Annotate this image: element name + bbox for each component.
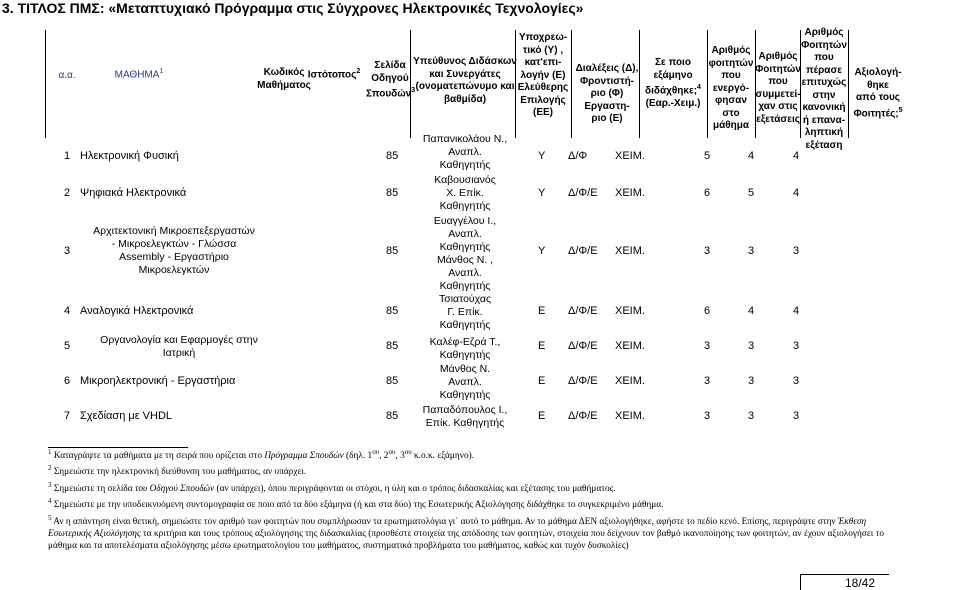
footnote-1: $^1$ Καταγράψτε τα μαθήματα με τη σειρά που ορίζεται στο Πρόγραμμα Σπουδών (δηλ. $1^{o\upsilon}$, $2^{o\upsilon}$, $3^{o\upsilon}$ κ.ο.κ. εξάμηνο). — [48, 448, 475, 462]
instructor — [416, 336, 514, 362]
passed-students: 3 — [793, 340, 800, 352]
header-website: Ιστότοπος$^2$ — [307, 68, 361, 81]
header-line: (ΕΕ) — [533, 107, 553, 118]
instructor-line: Γ. Επίκ. — [447, 306, 483, 318]
header-line: ενεργό- — [712, 82, 750, 94]
guide-page: 85 — [386, 375, 399, 387]
course-line: Αρχιτεκτονική Μικροεπεξεργαστών — [93, 225, 255, 237]
instructor-line: Παπανικολάου Ν., — [422, 133, 508, 145]
guide-page: 85 — [386, 150, 399, 162]
header-line: Σελίδα — [374, 60, 406, 71]
active-students: 3 — [704, 340, 711, 352]
header-line: φησαν — [715, 95, 747, 106]
exam-participants: 3 — [748, 245, 755, 257]
header-aa: α.α. — [58, 70, 76, 81]
course-name — [74, 225, 274, 277]
footnote-4: $^4$ Σημειώστε με την υποδεικνυόμενη συντομογραφία σε ποιο από τα δύο εξάμηνα (ή και στα δύο) της Εσωτερικής Αξιολόγησης διδάχθηκε το συγκεκριμένο μάθημα. — [48, 497, 664, 511]
guide-page: 85 — [386, 305, 399, 317]
instructor-line: Αναπλ. — [448, 376, 482, 388]
active-students: 6 — [704, 305, 711, 317]
course-type: Ε — [538, 375, 546, 387]
passed-students: 3 — [793, 245, 800, 257]
header-instructor — [410, 56, 520, 106]
semester: ΧΕΙΜ. — [615, 150, 645, 162]
active-students: 3 — [704, 375, 711, 387]
course-name: Ηλεκτρονική Φυσική — [80, 150, 179, 162]
header-line: Επιλογής — [520, 94, 566, 106]
course-line: Assembly - Εργαστήριο — [119, 251, 229, 263]
instructor — [416, 215, 514, 293]
exam-participants: 4 — [748, 305, 755, 317]
course-type: Ε — [538, 340, 546, 352]
course-type: Ε — [538, 305, 546, 317]
passed-students: 4 — [793, 187, 800, 199]
semester: ΧΕΙΜ. — [615, 375, 645, 387]
guide-page: 85 — [386, 187, 399, 199]
instructor — [416, 363, 514, 402]
header-guide-page — [366, 60, 414, 101]
course-line: Οργανολογία και Εφαρμογές στην — [100, 334, 258, 346]
passed-students: 3 — [793, 375, 800, 387]
page-number-box — [800, 574, 889, 590]
header-line: Αριθμός — [758, 51, 798, 62]
header-line: στην — [812, 89, 836, 101]
instructor-line: Καθηγητής — [439, 159, 491, 171]
instructor-line: Αναπλ. — [448, 228, 482, 240]
teaching-mode: Δ/Φ/Ε — [568, 245, 598, 257]
course-name: Μικροηλεκτρονική - Εργαστήρια — [80, 375, 236, 387]
teaching-mode: Δ/Φ/Ε — [568, 187, 598, 199]
header-line: μάθημα — [712, 120, 750, 131]
semester: ΧΕΙΜ. — [615, 305, 645, 317]
footnote-5: $^5$ Αν η απάντηση είναι θετική, σημειώστε τον αριθμό των φοιτητών που συμπλήρωσαν τα ερωτηματολόγια γι΄ αυτό το μάθημα. Αν το μάθημα ΔΕΝ αξιολογήθηκε, αφήστε το πεδίο κενό. Επίσης, περιγράψτε στην Έκθεση Εσωτερικής Αξιολόγησης τα κριτήρια και τους τρόπους αξιολόγησης της διδασκαλίας (προσθέστε στοιχεία της απόδοσης των φοιτητών, στοιχεία που δείχνουν τον βαθμό ικανοποίησης των φοιτητών, αν έχουν αξιολογήσει το μάθημα και τα αποτελέσματα αξιολόγησης μέσω ερωτηματολογίου του μαθήματος, συστηματικά προβλήματα του μαθήματος, καθώς και τυχόν δυσκολίες) — [48, 513, 884, 552]
header-teaching-mode — [574, 63, 640, 126]
row-number: 7 — [64, 410, 71, 422]
header-line: Υπεύθυνος Διδάσκων — [413, 56, 517, 67]
course-type: Ε — [538, 410, 546, 422]
exam-participants: 5 — [748, 187, 755, 199]
header-line: Σε ποιο — [655, 57, 691, 68]
header-line: εξετάσεις — [756, 113, 800, 125]
header-line: φοιτητών — [708, 57, 754, 69]
header-line: λογήν (Ε) — [520, 69, 566, 81]
header-line: στο — [722, 107, 740, 119]
header-line: Αξιολογή- — [854, 67, 902, 78]
header-line: βαθμίδα) — [443, 93, 487, 105]
exam-participants: 3 — [748, 410, 755, 422]
header-exam-participants — [755, 51, 801, 126]
exam-participants: 4 — [748, 150, 755, 162]
row-number: 4 — [64, 305, 71, 317]
course-line: - Μικροελεγκτών - Γλώσσα — [111, 238, 237, 250]
course-name: Ψηφιακά Ηλεκτρονικά — [80, 187, 187, 199]
instructor-line: Καθηγητής — [439, 241, 491, 253]
header-line: εξέταση — [805, 139, 843, 151]
active-students: 5 — [704, 150, 711, 162]
instructor-line: Μάνθος Ν. — [439, 363, 491, 375]
header-line: Σπουδών$^3$ — [366, 87, 416, 100]
header-line: Φοιτητών — [801, 39, 847, 51]
passed-students: 3 — [793, 410, 800, 422]
header-line: Φροντιστή- — [579, 75, 635, 87]
passed-students: 4 — [793, 305, 800, 317]
header-line: που — [768, 76, 788, 87]
header-line: χαν στις — [758, 101, 798, 112]
active-students: 6 — [704, 187, 711, 199]
header-line: Εργαστη- — [584, 100, 630, 112]
teaching-mode: Δ/Φ — [568, 150, 588, 162]
row-number: 1 — [64, 150, 71, 162]
footnote-3: $^3$ Σημειώστε τη σελίδα του Οδηγού Σπουδών (αν υπάρχει), όπου περιγράφονται οι στόχοι, η ύλη και ο τρόπος διδασκαλίας και εξέτασης του μαθήματος. — [48, 480, 616, 494]
teaching-mode: Δ/Φ/Ε — [568, 305, 598, 317]
header-line: ριο (Φ) — [590, 88, 624, 99]
course-line: Μικροελεγκτών — [138, 264, 210, 276]
instructor-line: Ευαγγέλου Ι., — [433, 215, 497, 227]
row-number: 5 — [64, 340, 71, 352]
header-line: ριο (Ε) — [591, 113, 623, 124]
header-line: Ελεύθερης — [517, 82, 569, 93]
header-line: διδάχθηκε;$^4$ — [645, 84, 701, 97]
page-number: 18/42 — [845, 576, 876, 590]
header-line: Αριθμός — [804, 27, 844, 38]
passed-students: 4 — [793, 150, 800, 162]
semester: ΧΕΙΜ. — [615, 245, 645, 257]
header-active-students — [707, 45, 755, 133]
teaching-mode: Δ/Φ/Ε — [568, 410, 598, 422]
header-line: Μαθήματος — [257, 79, 311, 91]
header-line: Αριθμός — [711, 45, 751, 56]
header-line: Κωδικός — [263, 67, 305, 78]
header-line: (Εαρ.-Χειμ.) — [645, 97, 701, 109]
guide-page: 85 — [386, 340, 399, 352]
header-line: ληπτική — [804, 127, 844, 138]
teaching-mode: Δ/Φ/Ε — [568, 340, 598, 352]
instructor-line: Τσιατούχας — [438, 293, 492, 305]
header-course: ΜΑΘΗΜΑ$^1$ — [114, 68, 164, 81]
header-divider — [571, 30, 572, 138]
instructor-line: Μάνθος Ν. , — [436, 254, 494, 266]
instructor-line: Καβουσιανός — [434, 174, 496, 186]
instructor-line: Αναπλ. — [448, 267, 482, 279]
guide-page: 85 — [386, 245, 399, 257]
instructor — [416, 133, 514, 172]
instructor-line: Επίκ. Καθηγητής — [425, 417, 505, 429]
footnotes — [48, 446, 888, 553]
header-line: εξάμηνο — [653, 69, 693, 81]
instructor-line: Παπαδόπουλος Ι., — [422, 404, 508, 416]
semester: ΧΕΙΜ. — [615, 187, 645, 199]
header-divider — [45, 30, 46, 138]
active-students: 3 — [704, 245, 711, 257]
instructor — [416, 293, 514, 332]
instructor — [416, 404, 514, 430]
guide-page: 85 — [386, 410, 399, 422]
instructor-line: Αναπλ. — [448, 146, 482, 158]
course-type: Υ — [538, 150, 546, 162]
document-heading: 3. ΤΙΤΛΟΣ ΠΜΣ: «Μεταπτυχιακό Πρόγραμμα στις Σύγχρονες Ηλεκτρονικές Τεχνολογίες» — [2, 0, 584, 16]
footnote-2: $^2$ Σημειώστε την ηλεκτρονική διεύθυνση του μαθήματος, αν υπάρχει. — [48, 464, 307, 478]
active-students: 3 — [704, 410, 711, 422]
header-evaluated — [848, 67, 908, 120]
course-type: Υ — [538, 245, 546, 257]
instructor-line: Καθηγητής — [439, 200, 491, 212]
semester: ΧΕΙΜ. — [615, 340, 645, 352]
header-line: από τους — [855, 92, 900, 103]
header-line: που — [721, 70, 741, 81]
header-line: Φοιτητών — [755, 63, 801, 75]
row-number: 6 — [64, 375, 71, 387]
header-line: θηκε — [867, 79, 889, 91]
course-type: Υ — [538, 187, 546, 199]
header-line: Υποχρεω- — [518, 32, 568, 43]
header-line: που — [814, 52, 834, 63]
course-line: Ιατρική — [162, 347, 196, 359]
header-line: κατ'επι- — [524, 57, 562, 68]
header-line: τικό (Υ) , — [522, 44, 564, 56]
instructor-line: Καθηγητής — [439, 319, 491, 331]
row-number: 3 — [64, 245, 71, 257]
header-line: επιτυχώς — [801, 77, 847, 88]
header-line: Φοιτητές;$^5$ — [853, 106, 903, 119]
row-number: 2 — [64, 187, 71, 199]
header-passed-students — [800, 27, 848, 152]
header-semester — [641, 57, 705, 110]
course-name — [84, 334, 274, 360]
header-course-type — [515, 32, 571, 120]
header-line: πέρασε — [805, 64, 843, 76]
instructor-line: Καθηγητής — [439, 389, 491, 401]
instructor-line: Καθηγητής — [439, 280, 491, 292]
header-line: και Συνεργάτες — [429, 68, 501, 80]
teaching-mode: Δ/Φ/Ε — [568, 375, 598, 387]
instructor-line: Χ. Επίκ. — [446, 187, 484, 199]
exam-participants: 3 — [748, 340, 755, 352]
instructor-line: Καθηγητής — [439, 349, 491, 361]
instructor-line: Καλέφ-Εζρά Τ., — [429, 336, 501, 348]
header-line: Διαλέξεις (Δ), — [575, 63, 639, 74]
header-line: κανονική — [802, 102, 846, 113]
header-line: (ονοματεπώνυμο και — [415, 81, 515, 92]
course-name: Αναλογικά Ηλεκτρονικά — [80, 305, 194, 317]
exam-participants: 3 — [748, 375, 755, 387]
semester: ΧΕΙΜ. — [615, 410, 645, 422]
course-name: Σχεδίαση με VHDL — [80, 410, 173, 422]
header-line: ή επανα- — [802, 114, 846, 126]
instructor — [416, 174, 514, 213]
header-line: Οδηγού — [371, 72, 409, 84]
header-line: συμμετεί- — [755, 88, 801, 100]
